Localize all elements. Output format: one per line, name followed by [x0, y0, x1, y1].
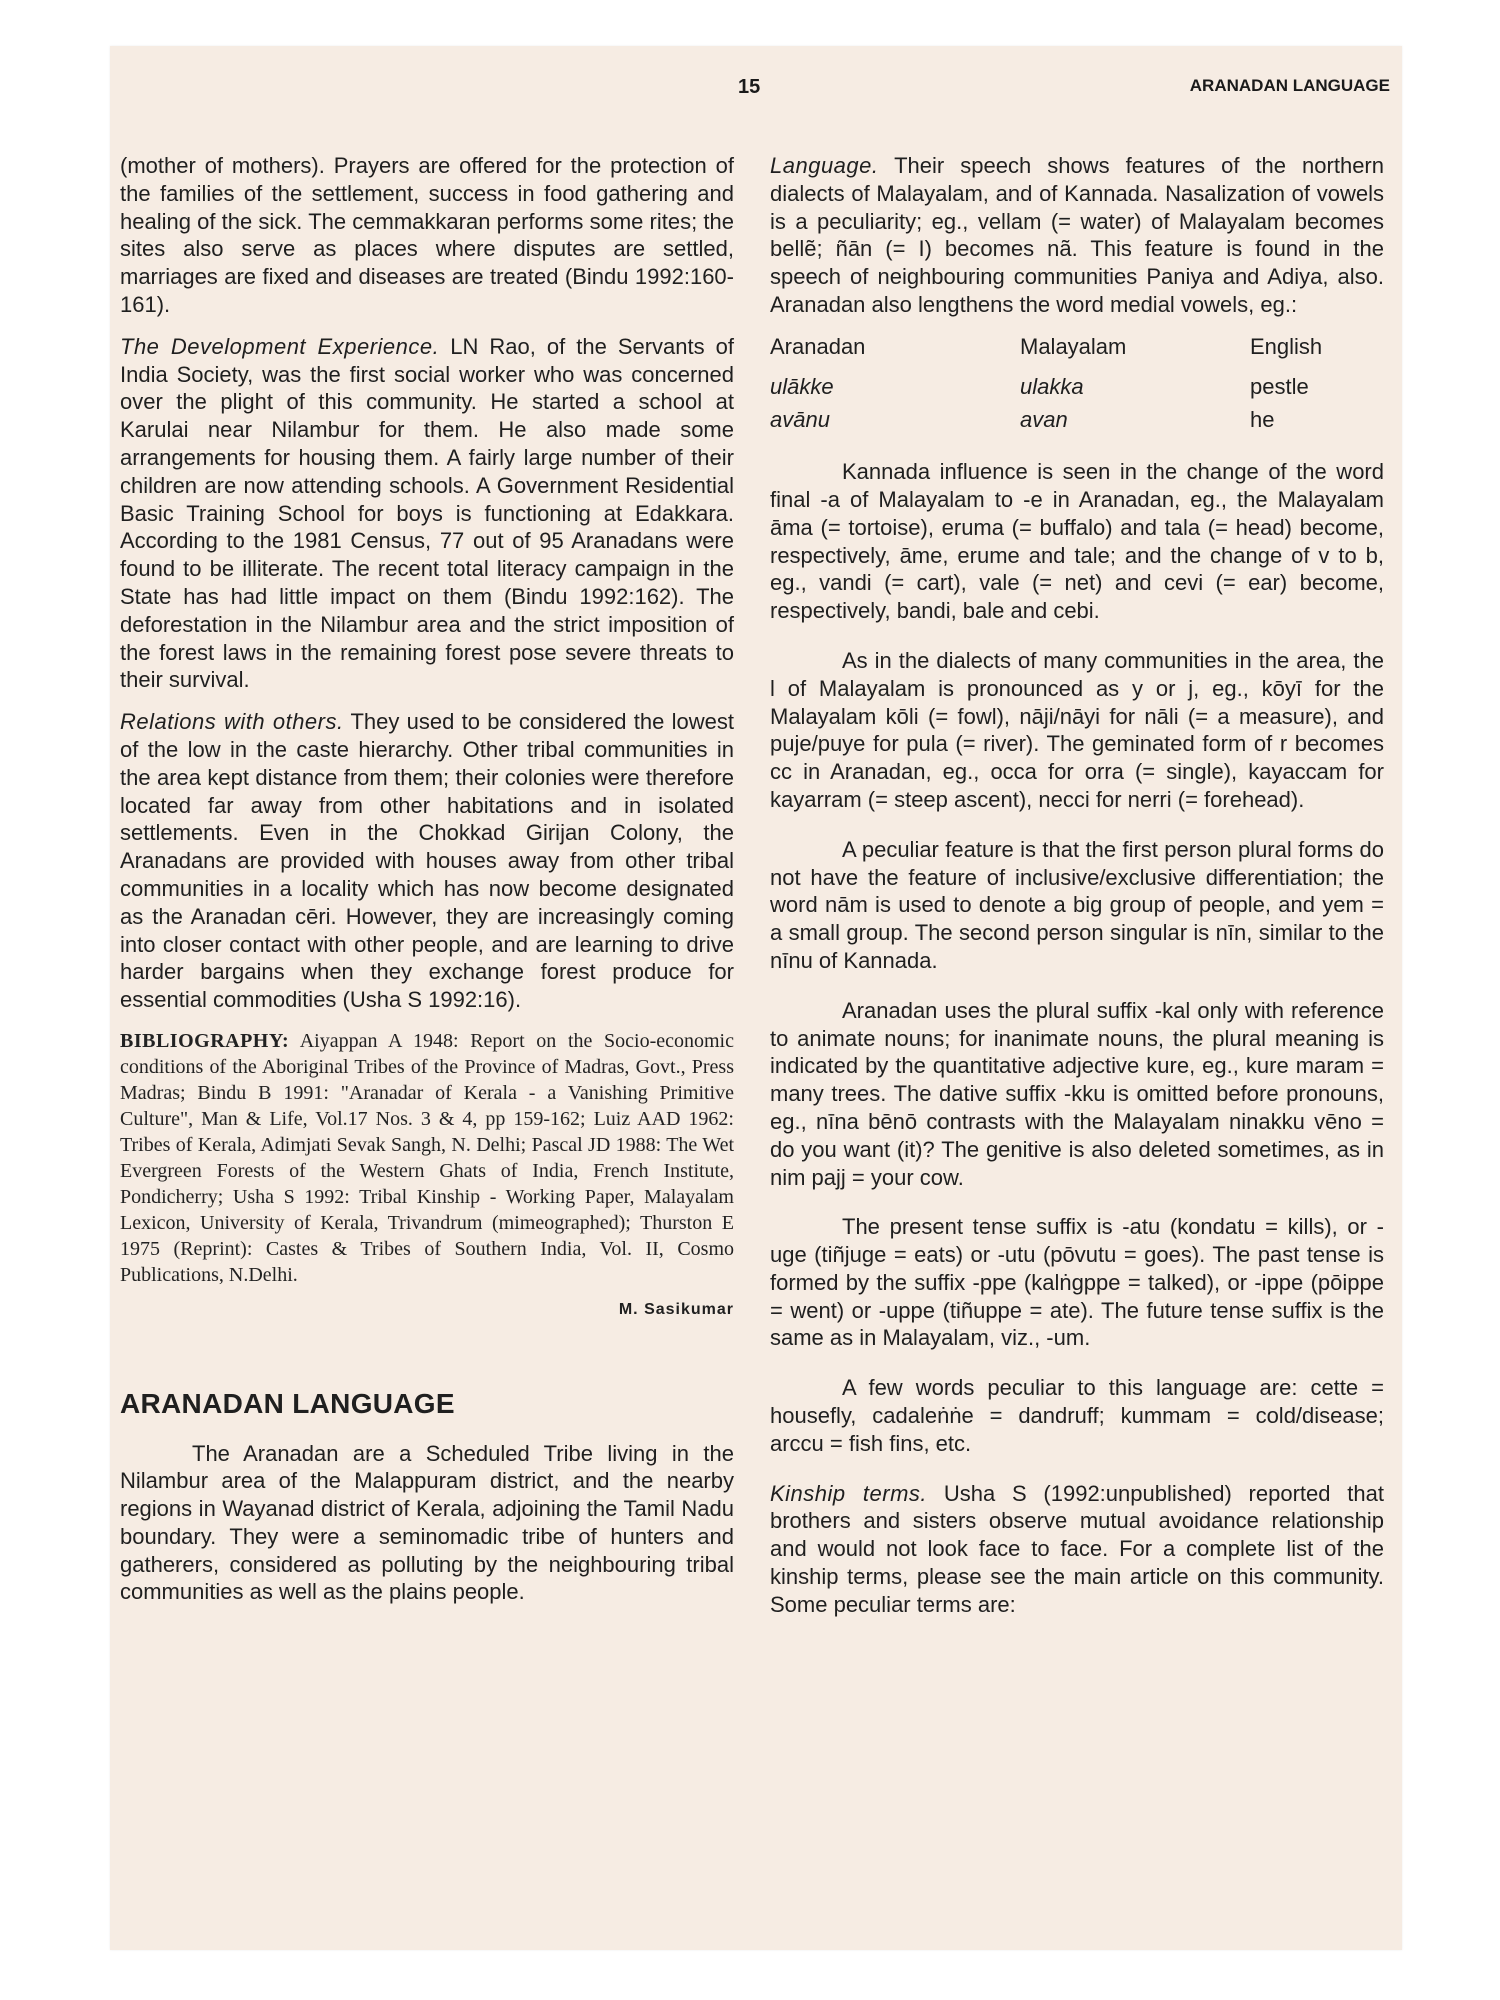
text-language: Their speech shows features of the northern dialects of Malayalam, and of Kannada. Nasalization of vowels is a peculiarity; eg., vellam (= water) of Malayalam becomes bellẽ; ñān (= I) becomes nã. This feature is found in the speech of neighbouring communities Paniya and Adiya, also. Aranadan also lengthens the word medial vowels, eg.:: [770, 153, 1384, 317]
table-cell: avan: [1020, 407, 1068, 433]
text-relations: They used to be considered the lowest of the low in the caste hierarchy. Other tribal communities in the area kept distance from them; their colonies were therefore located far away from other habitations and in isolated settlements. Even in the Chokkad Girijan Colony, the Aranadans are provided with houses away from other tribal communities in a locality which has now become designated as the Aranadan cēri. However, they are increasingly coming into closer contact with other people, and are learning to drive harder bargains when they exchange forest produce for essential commodities (Usha S 1992:16).: [120, 709, 734, 1013]
bibliography-text: Aiyappan A 1948: Report on the Socio-economic conditions of the Aboriginal Tribes of the Province of Madras, Govt., Press Madras; Bindu B 1991: "Aranadar of Kerala - a Vanishing Primitive Culture", Man & Life, Vol.17 Nos. 3 & 4, pp 159-162; Luiz AAD 1962: Tribes of Kerala, Adimjati Sevak Sangh, N. Delhi; Pascal JD 1988: The Wet Evergreen Forests of the Western Ghats of India, French Institute, Pondicherry; Usha S 1992: Tribal Kinship - Working Paper, Malayalam Lexicon, University of Kerala, Trivandrum (mimeographed); Thurston E 1975 (Reprint): Castes & Tribes of Southern India, Vol. II, Cosmo Publications, N.Delhi.: [120, 1029, 734, 1286]
paragraph-development: [120, 333, 734, 694]
table-header: Malayalam: [1020, 333, 1127, 359]
lead-relations: Relations with others.: [120, 709, 344, 735]
text-development: LN Rao, of the Servants of India Society, was the first social worker who was concerned over the plight of this community. He started a school at Karulai near Nilambur for them. He also made some arrangements for housing them. A fairly large number of their children are now attending schools. A Government Residential Basic Training School for boys is functioning at Edakkara. According to the 1981 Census, 77 out of 95 Aranadans were found to be illiterate. The recent total literacy campaign in the State has had little impact on them (Bindu 1992:162). The deforestation in the Nilambur area and the strict imposition of the forest laws in the remaining forest pose severe threats to their survival.: [120, 333, 734, 693]
paragraph-plural-suffix: Aranadan uses the plural suffix -kal only with reference to animate nouns; for inanimate nouns, the plural meaning is indicated by the quantitative adjective kure, eg., kure maram = many trees. The dative suffix -kku is omitted before pronouns, eg., nīna bēnō contrasts with the Malayalam ninakku vēno = do you want (it)? The genitive is also deleted sometimes, as in nim pajj = your cow.: [770, 997, 1384, 1190]
paragraph-kinship: [770, 1480, 1384, 1619]
paragraph-person-forms: A peculiar feature is that the first person plural forms do not have the feature of inclusive/exclusive differentiation; the word nām is used to denote a big group of people, and yem = a small group. The second person singular is nīn, similar to the nīnu of Kannada.: [770, 836, 1384, 973]
table-cell: ulakka: [1020, 373, 1084, 399]
text-kinship: Usha S (1992:unpublished) reported that brothers and sisters observe mutual avoidance relationship and would not look face to face. For a complete list of the kinship terms, please see the main article on this community. Some peculiar terms are:: [770, 1480, 1384, 1617]
left-column: [120, 152, 734, 1620]
bibliography: [120, 1028, 734, 1288]
bibliography-label: BIBLIOGRAPHY:: [120, 1029, 290, 1052]
table-row: [770, 373, 1384, 407]
table-header-row: [770, 333, 1384, 373]
paragraph-language: [770, 152, 1384, 319]
table-cell: he: [1250, 407, 1275, 433]
paragraph-kannada-influence: Kannada influence is seen in the change of the word final -a of Malayalam to -e in Aranadan, eg., the Malayalam āma (= tortoise), eruma (= buffalo) and tala (= head) become, respectively, āme, erume and tale; and the change of v to b, eg., vandi (= cart), vale (= net) and cevi (= ear) become, respectively, bandi, bale and cebi.: [770, 459, 1384, 624]
author-signature: M. Sasikumar: [618, 1300, 734, 1318]
paragraph-peculiar-words: A few words peculiar to this language are: cette = housefly, cadaleṅṅe = dandruff; kummam = cold/disease; arccu = fish fins, etc.: [770, 1375, 1384, 1456]
right-column: [770, 152, 1384, 1633]
table-header: English: [1250, 333, 1323, 359]
table-cell: ulākke: [770, 373, 834, 399]
paragraph-relations: [120, 708, 734, 1014]
page-number: 15: [738, 76, 761, 98]
paragraph-dialects: As in the dialects of many communities in the area, the l of Malayalam is pronounced as y or j, eg., kōyī for the Malayalam kōli (= fowl), nāji/nāyi for nāli (= a measure), and puje/puye for pula (= river). The geminated form of r becomes cc in Aranadan, eg., occa for orra (= single), kayaccam for kayarram (= steep ascent), necci for nerri (= forehead).: [770, 647, 1384, 812]
word-comparison-table: [770, 333, 1384, 440]
lead-language: Language.: [770, 153, 879, 178]
lead-kinship: Kinship terms.: [770, 1480, 928, 1506]
section-heading: ARANADAN LANGUAGE: [120, 1387, 455, 1419]
table-cell: avānu: [770, 407, 830, 433]
running-header-title: ARANADAN LANGUAGE: [1189, 76, 1390, 95]
paragraph-tense: The present tense suffix is -atu (kondatu = kills), or -uge (tiñjuge = eats) or -utu (pōvutu = goes). The past tense is formed by the suffix -ppe (kalṅgppe = talked), or -ippe (pōippe = went) or -uppe (tiñuppe = ate). The future tense suffix is the same as in Malayalam, viz., -um.: [770, 1214, 1384, 1351]
table-header: Aranadan: [770, 333, 866, 359]
paragraph-rituals: (mother of mothers). Prayers are offered for the protection of the families of the settlement, success in food gathering and healing of the sick. The cemmakkaran performs some rites; the sites also serve as places where disputes are settled, marriages are fixed and diseases are treated (Bindu 1992:160-161).: [120, 153, 734, 317]
paragraph-intro: The Aranadan are a Scheduled Tribe living in the Nilambur area of the Malappuram district, and the nearby regions in Wayanad district of Kerala, adjoining the Tamil Nadu boundary. They were a seminomadic tribe of hunters and gatherers, considered as polluting by the neighbouring tribal communities as well as the plains people.: [120, 1440, 734, 1605]
table-cell: pestle: [1250, 373, 1309, 399]
lead-development: The Development Experience.: [120, 333, 440, 359]
table-row: [770, 406, 1384, 440]
